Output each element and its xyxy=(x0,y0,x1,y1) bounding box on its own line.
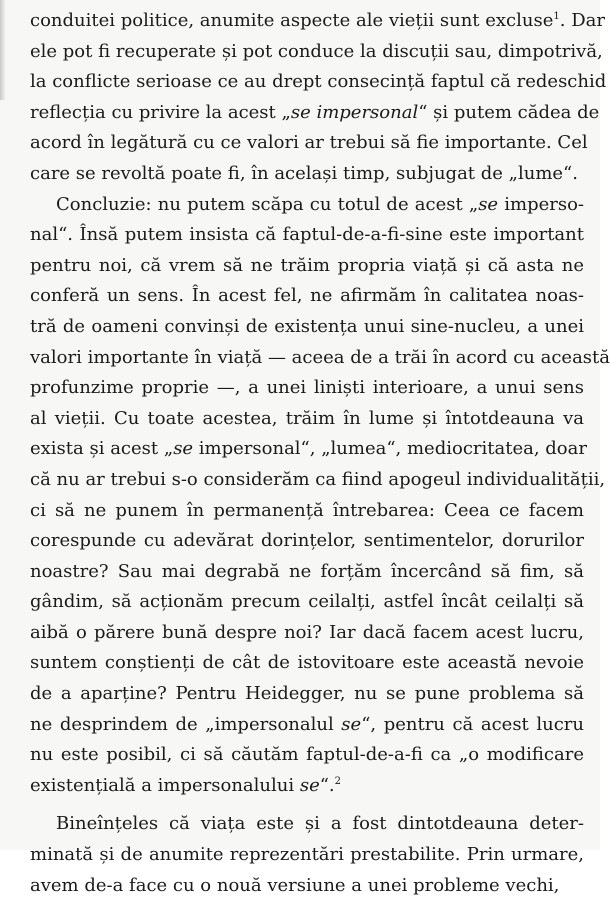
text-line: de a aparține? Pentru Heidegger, nu se pune problema să xyxy=(30,683,584,705)
text-line: aibă o părere bună despre noi? Iar dacă facem acest lucru, xyxy=(30,621,584,643)
text-line: ci să ne punem în permanență întrebarea: Ceea ce facem xyxy=(30,499,584,521)
text-line: nal“. Însă putem insista că faptul-de-a-fi-sine este important xyxy=(30,224,584,246)
text-line: gândim, să acționăm precum ceilalți, astfel încât ceilalți să xyxy=(30,591,584,613)
paragraph-3 xyxy=(30,809,584,901)
paragraph-2 xyxy=(30,190,610,802)
text-line: existențială a impersonalului se“.$^2$ xyxy=(30,774,342,796)
text-line: noastre? Sau mai degrabă ne forțăm încercând să fim, să xyxy=(30,560,584,582)
text-line: tră de oameni convinși de existența unui sine-nucleu, a unei xyxy=(30,315,584,337)
text-line: profunzime proprie —, a unei liniști interioare, a unui sens xyxy=(30,377,584,399)
text-line: ne desprindem de „impersonalul se“, pentru că acest lucru xyxy=(30,713,584,735)
text-line: exista și acest „se impersonal“, „lumea“, mediocritatea, doar xyxy=(30,438,587,460)
text-line: ele pot fi recuperate și pot conduce la discuții sau, dimpotrivă, xyxy=(30,40,603,62)
text-line: conferă un sens. În acest fel, ne afirmăm în calitatea noas- xyxy=(30,285,584,307)
text-line: pentru noi, că vrem să ne trăim propria viață și că asta ne xyxy=(30,254,584,276)
text-line: care se revoltă poate fi, în același timp, subjugat de „lume“. xyxy=(30,162,578,184)
text-line: nu este posibil, ci să căutăm faptul-de-a-fi ca „o modificare xyxy=(30,744,584,766)
body-text xyxy=(30,6,610,901)
text-line: corespunde cu adevărat dorințelor, sentimentelor, dorurilor xyxy=(30,530,584,552)
text-line: al vieții. Cu toate acestea, trăim în lume și întotdeauna va xyxy=(30,407,584,429)
text-line: reflecția cu privire la acest „se impersonal“ și putem cădea de xyxy=(30,101,600,123)
footnote-ref[interactable]: 2 xyxy=(334,775,342,787)
text-line: Concluzie: nu putem scăpa cu totul de acest „se imperso- xyxy=(56,193,584,215)
text-line: Bineînțeles că viața este și a fost dintotdeauna deter- xyxy=(56,813,584,835)
paragraph-gap xyxy=(30,801,584,809)
paragraph-1 xyxy=(30,6,607,190)
text-line: acord în legătură cu ce valori ar trebui să fie importante. Cel xyxy=(30,132,588,154)
text-line: conduitei politice, anumite aspecte ale vieții sunt excluse$^1$. Dar xyxy=(30,10,605,31)
text-line: valori importante în viață — aceea de a trăi în acord cu această xyxy=(30,346,610,368)
text-line: la conflicte serioase ce au drept consecință faptul că redeschid xyxy=(30,71,607,93)
text-line: avem de-a face cu o nouă versiune a unei probleme vechi, xyxy=(30,874,560,896)
footnote-ref[interactable]: 1 xyxy=(553,11,560,22)
text-line: că nu ar trebui s-o considerăm ca fiind apogeul individualității, xyxy=(30,468,606,490)
text-line: suntem conștienți de cât de istovitoare este această nevoie xyxy=(30,652,584,674)
text-line: minată și de anumite reprezentări prestabilite. Prin urmare, xyxy=(30,844,584,866)
page-edge-shadow xyxy=(0,0,6,100)
